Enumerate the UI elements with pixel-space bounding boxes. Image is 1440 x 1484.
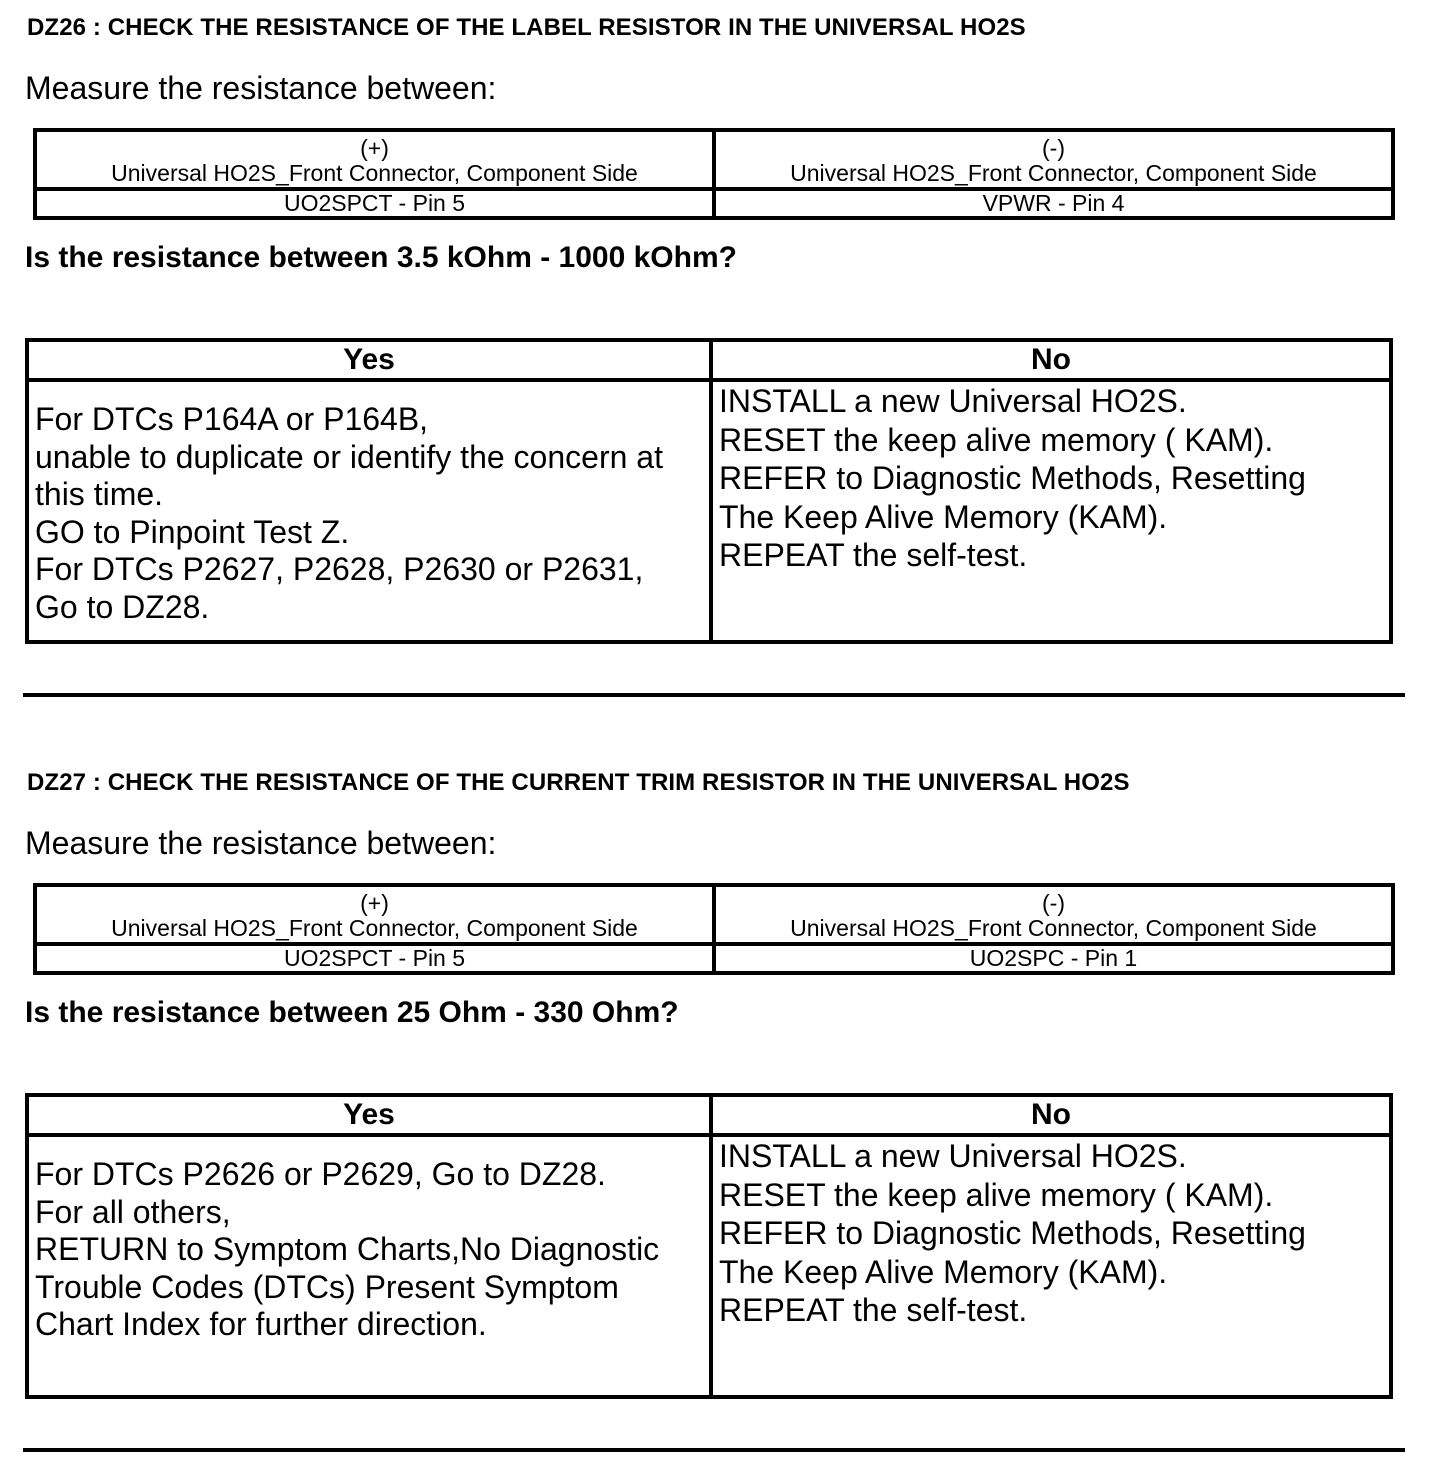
positive-pin: UO2SPCT - Pin 5	[35, 944, 714, 973]
yes-header: Yes	[27, 1095, 711, 1135]
yes-line: For DTCs P2627, P2628, P2630 or P2631,	[35, 551, 644, 587]
measure-instruction: Measure the resistance between:	[25, 70, 497, 106]
section-divider	[23, 693, 1405, 697]
no-header: No	[711, 1095, 1391, 1135]
negative-pin: VPWR - Pin 4	[714, 189, 1393, 218]
negative-probe-header	[714, 130, 1393, 189]
yes-line: Chart Index for further direction.	[35, 1306, 487, 1342]
no-action	[711, 380, 1391, 642]
yes-line: this time.	[35, 476, 164, 512]
yes-action	[27, 1135, 711, 1397]
yes-line: For DTCs P2626 or P2629, Go to DZ28.	[35, 1156, 606, 1192]
positive-sign: (+)	[360, 135, 389, 161]
yes-line: Trouble Codes (DTCs) Present Symptom	[35, 1268, 619, 1305]
no-line: INSTALL a new Universal HO2S.	[719, 383, 1187, 419]
yes-header: Yes	[27, 340, 711, 380]
yes-line: Go to DZ28.	[35, 588, 210, 625]
no-line: REFER to Diagnostic Methods, Resetting	[719, 460, 1306, 496]
pin-table	[33, 128, 1395, 220]
positive-sign: (+)	[360, 890, 389, 916]
no-line: RESET the keep alive memory ( KAM).	[719, 1176, 1274, 1213]
no-line: INSTALL a new Universal HO2S.	[719, 1138, 1187, 1174]
measure-instruction: Measure the resistance between:	[25, 825, 497, 861]
no-line: REFER to Diagnostic Methods, Resetting	[719, 1215, 1306, 1251]
positive-probe-header	[35, 130, 714, 189]
negative-sign: (-)	[1042, 890, 1065, 916]
negative-pin: UO2SPC - Pin 1	[714, 944, 1393, 973]
positive-pin: UO2SPCT - Pin 5	[35, 189, 714, 218]
no-line: The Keep Alive Memory (KAM).	[719, 1253, 1168, 1290]
negative-probe-header	[714, 885, 1393, 944]
positive-probe-header	[35, 885, 714, 944]
yes-line: unable to duplicate or identify the concern at	[35, 438, 663, 475]
no-line: REPEAT the self-test.	[719, 1292, 1028, 1328]
answer-table	[25, 1093, 1393, 1399]
step-title: DZ27 : CHECK THE RESISTANCE OF THE CURRENT TRIM RESISTOR IN THE UNIVERSAL HO2S	[27, 769, 1130, 796]
yes-action	[27, 380, 711, 642]
pin-table	[33, 883, 1395, 975]
step-title: DZ26 : CHECK THE RESISTANCE OF THE LABEL RESISTOR IN THE UNIVERSAL HO2S	[27, 14, 1026, 41]
resistance-question: Is the resistance between 25 Ohm - 330 Ohm?	[25, 996, 679, 1029]
yes-line: GO to Pinpoint Test Z.	[35, 513, 350, 550]
no-line: The Keep Alive Memory (KAM).	[719, 498, 1168, 535]
positive-connector: Universal HO2S_Front Connector, Component Side	[111, 915, 638, 941]
resistance-question: Is the resistance between 3.5 kOhm - 1000 kOhm?	[25, 241, 737, 274]
section-divider	[23, 1448, 1405, 1452]
no-line: RESET the keep alive memory ( KAM).	[719, 421, 1274, 458]
negative-connector: Universal HO2S_Front Connector, Component Side	[790, 160, 1317, 186]
no-line: REPEAT the self-test.	[719, 537, 1028, 573]
answer-table	[25, 338, 1393, 644]
yes-line: For DTCs P164A or P164B,	[35, 401, 429, 437]
no-header: No	[711, 340, 1391, 380]
no-action	[711, 1135, 1391, 1397]
negative-connector: Universal HO2S_Front Connector, Component Side	[790, 915, 1317, 941]
yes-line: For all others,	[35, 1193, 231, 1230]
positive-connector: Universal HO2S_Front Connector, Component Side	[111, 160, 638, 186]
negative-sign: (-)	[1042, 135, 1065, 161]
yes-line: RETURN to Symptom Charts,No Diagnostic	[35, 1231, 660, 1267]
